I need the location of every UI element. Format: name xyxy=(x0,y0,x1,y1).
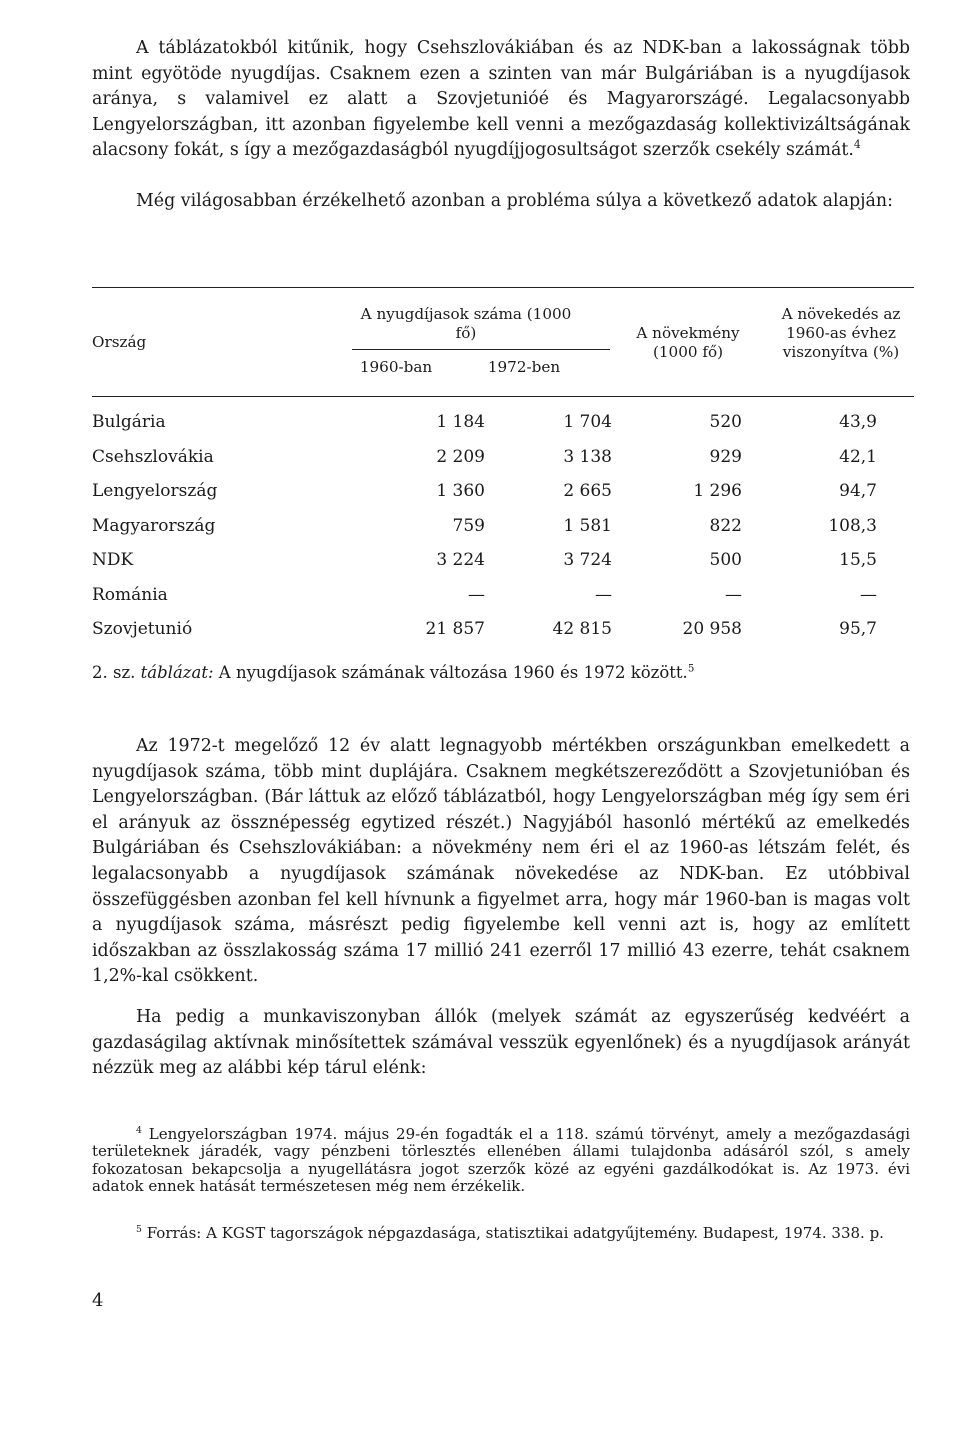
table-row xyxy=(92,585,912,615)
cell-country: Lengyelország xyxy=(92,481,218,501)
cell-growth: 94,7 xyxy=(839,481,877,501)
cell-1972: 3 138 xyxy=(563,446,612,467)
cell-increment: 500 xyxy=(709,550,742,570)
header-country: Ország xyxy=(92,333,147,351)
cell-1960: — xyxy=(468,584,485,605)
cell-growth: 95,7 xyxy=(839,619,877,639)
cell-growth: 43,9 xyxy=(839,412,877,432)
header-increment: A növekmény (1000 fő) xyxy=(636,324,740,361)
cell-1972: 42 815 xyxy=(552,619,612,639)
cell-1960: 21 857 xyxy=(425,619,485,639)
footnote-4-text: Lengyelországban 1974. május 29-én fogadták el a 118. számú törvényt, amely a mezőgazdasági területeknek járadék, vagy pénzbeni törlesztés ellenében állami tulajdonba adásáról szól, s amely fokozatosan bekapcsolja a nyugellátásra jogot szerzők közé az egyéni gazdálkodókat is. Az 1973. évi adatok ennek hatását természetesen még nem érzékelik. xyxy=(92,1125,910,1195)
cell-growth: — xyxy=(860,584,877,605)
cell-1972: 2 665 xyxy=(563,481,612,501)
cell-increment: 929 xyxy=(709,446,742,467)
cell-increment: 520 xyxy=(709,412,742,432)
cell-growth: 108,3 xyxy=(828,515,877,536)
cell-country: NDK xyxy=(92,550,134,570)
cell-1960: 3 224 xyxy=(436,550,485,570)
table-top-rule xyxy=(92,287,914,288)
cell-country: Szovjetunió xyxy=(92,619,193,639)
table-row xyxy=(92,412,912,442)
table-row xyxy=(92,550,912,580)
caption-text: A nyugdíjasok számának változása 1960 és 1972 között. xyxy=(218,663,688,682)
footnote-5-text: Forrás: A KGST tagországok népgazdasága, statisztikai adatgyűjtemény. Budapest, 1974. 338. p. xyxy=(146,1224,884,1242)
table-row xyxy=(92,619,912,649)
table-row xyxy=(92,447,912,477)
footnote-ref-4: 4 xyxy=(853,138,861,152)
cell-1972: — xyxy=(595,584,612,605)
cell-increment: 20 958 xyxy=(682,619,742,639)
paragraph-analysis: Az 1972-t megelőző 12 év alatt legnagyobb mértékben országunkban emelkedett a nyugdíjasok száma, több mint duplájára. Csaknem megkétszereződött a Szovjetunióban és Lengyelországban. (Bár láttuk az előző táblázatból, hogy Lengyelországban még így sem éri el arányuk az össznépesség egytized részét.) Nagyjából hasonló mértékű az emelkedés Bulgáriában és Csehszlovákiában: a növekmény nem éri el az 1960-as létszám felét, és legalacsonyabb a nyugdíjasok számának növekedése az NDK-ban. Ez utóbbival összefüggésben azonban fel kell hívnunk a figyelmet arra, hogy már 1960-ban is magas volt a nyugdíjasok száma, másrészt pedig figyelembe kell venni azt is, hogy az említett időszakban az összlakosság száma 17 millió 241 ezerről 17 millió 43 ezerre, tehát csaknem 1,2%-kal csökkent. xyxy=(92,736,910,987)
header-growth: A növekedés az 1960-as évhez viszonyítva (%) xyxy=(781,305,901,361)
cell-increment: 822 xyxy=(709,515,742,536)
header-1972: 1972-ben xyxy=(487,358,561,376)
table-header-rule xyxy=(92,396,914,397)
header-pensioners-group: A nyugdíjasok száma (1000 fő) xyxy=(360,305,572,342)
footnote-ref-5: 5 xyxy=(687,663,695,675)
cell-increment: 1 296 xyxy=(693,481,742,501)
paragraph-intro xyxy=(92,36,910,164)
cell-growth: 15,5 xyxy=(839,550,877,570)
cell-1972: 1 581 xyxy=(563,515,612,536)
cell-1972: 1 704 xyxy=(563,412,612,432)
paragraph-intro-text: A táblázatokból kitűnik, hogy Csehszlovákiában és az NDK-ban a lakosságnak több mint egyötöde nyugdíjas. Csaknem ezen a szinten van már Bulgáriában is a nyugdíjasok aránya, s valamivel ez alatt a Szovjetunióé és Magyarországé. Legalacsonyabb Lengyelországban, itt azonban figyelembe kell venni a mezőgazdaság kollektivizáltságának alacsony fokát, s így a mezőgazdaságból nyugdíjjogosultságot szerzők csekély számát. xyxy=(92,38,910,161)
cell-country: Bulgária xyxy=(92,412,166,432)
table-row xyxy=(92,481,912,511)
caption-prefix: 2. sz. xyxy=(92,663,136,682)
paragraph-lead-in: Még világosabban érzékelhető azonban a probléma súlya a következő adatok alapján: xyxy=(136,191,893,211)
cell-1960: 1 184 xyxy=(436,412,485,432)
cell-1972: 3 724 xyxy=(563,550,612,570)
header-1960: 1960-ban xyxy=(359,358,433,376)
paragraph-transition: Ha pedig a munkaviszonyban állók (melyek számát az egyszerűség kedvéért a gazdaságilag aktívnak minősítettek számával vesszük egyenlőnek) és a nyugdíjasok arányát nézzük meg az alábbi kép tárul elénk: xyxy=(92,1007,910,1079)
cell-1960: 1 360 xyxy=(436,481,485,501)
footnote-5 xyxy=(92,1225,910,1242)
table-caption xyxy=(92,663,694,682)
footnote-4-mark: 4 xyxy=(136,1125,142,1136)
table-row xyxy=(92,516,912,546)
cell-1960: 759 xyxy=(452,515,485,536)
cell-country: Románia xyxy=(92,584,168,605)
caption-label: táblázat: xyxy=(140,663,214,682)
footnote-5-mark: 5 xyxy=(136,1224,142,1235)
header-group-rule xyxy=(352,349,610,350)
cell-country: Magyarország xyxy=(92,515,216,536)
cell-country: Csehszlovákia xyxy=(92,446,214,467)
page-number: 4 xyxy=(92,1290,104,1311)
cell-1960: 2 209 xyxy=(436,446,485,467)
footnote-4 xyxy=(92,1126,910,1195)
cell-growth: 42,1 xyxy=(839,446,877,467)
cell-increment: — xyxy=(725,584,742,605)
